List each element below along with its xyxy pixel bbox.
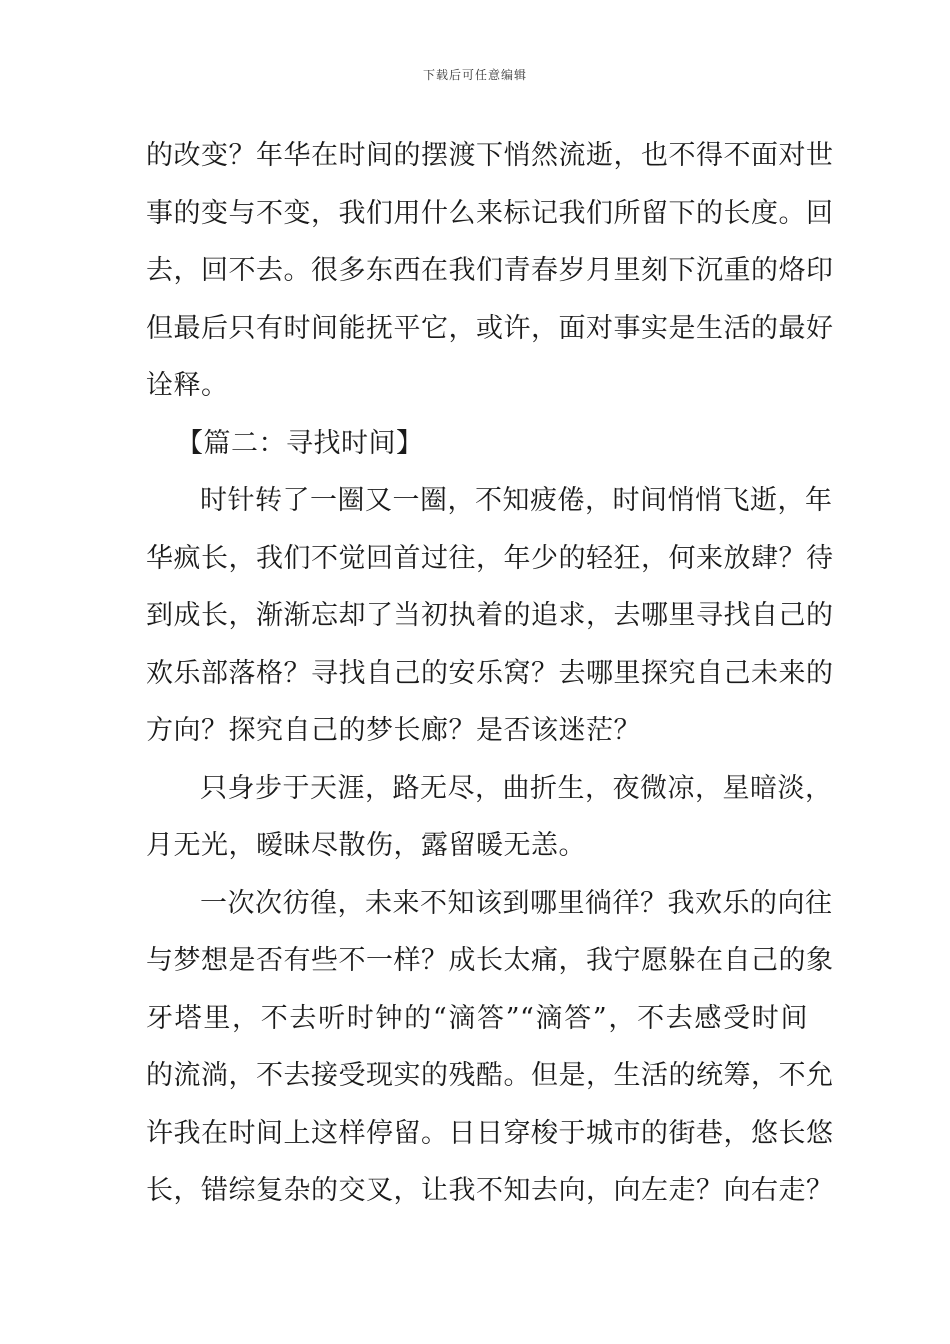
text-line: 许我在时间上这样停留。日日穿梭于城市的街巷，悠长悠 <box>146 1117 834 1149</box>
text-line: 到成长，渐渐忘却了当初执着的追求，去哪里寻找自己的 <box>146 600 834 631</box>
text-line: 牙塔里，不去听时钟的“滴答”“滴答”，不去感受时间 <box>146 1002 808 1034</box>
text-line: 事的变与不变，我们用什么来标记我们所留下的长度。回 <box>146 197 834 229</box>
document-body <box>146 127 834 1220</box>
text-line: 的流淌，不去接受现实的残酷。但是，生活的统筹，不允 <box>146 1060 834 1091</box>
page-header-note: 下载后可任意编辑 <box>422 68 527 82</box>
text-line: 方向？探究自己的梦长廊？是否该迷茫？ <box>146 715 641 746</box>
paragraph-first-line: 时针转了一圈又一圈，不知疲倦，时间悄悄飞逝，年 <box>200 485 833 516</box>
paragraph-first-line: 只身步于天涯，路无尽，曲折生，夜微凉，星暗淡， <box>200 772 833 804</box>
text-line: 长，错综复杂的交叉，让我不知去向，向左走？向右走？ <box>146 1175 834 1206</box>
text-line: 的改变？年华在时间的摆渡下悄然流逝，也不得不面对世 <box>146 140 834 171</box>
paragraph-first-line: 一次次彷徨，未来不知该到哪里徜徉？我欢乐的向往 <box>200 887 833 919</box>
text-line: 但最后只有时间能抚平它，或许，面对事实是生活的最好 <box>146 312 834 344</box>
text-line: 诠释。 <box>146 370 229 401</box>
text-line: 与梦想是否有些不一样？成长太痛，我宁愿躲在自己的象 <box>146 945 834 976</box>
text-line: 月无光，暧昧尽散伤，露留暖无恙。 <box>146 830 586 861</box>
section-heading: 【篇二：寻找时间】 <box>176 427 424 459</box>
text-line: 华疯长，我们不觉回首过往，年少的轻狂，何来放肆？待 <box>146 542 834 574</box>
text-line: 欢乐部落格？寻找自己的安乐窝？去哪里探究自己未来的 <box>146 657 834 689</box>
text-line: 去，回不去。很多东西在我们青春岁月里刻下沉重的烙印 <box>146 255 834 286</box>
